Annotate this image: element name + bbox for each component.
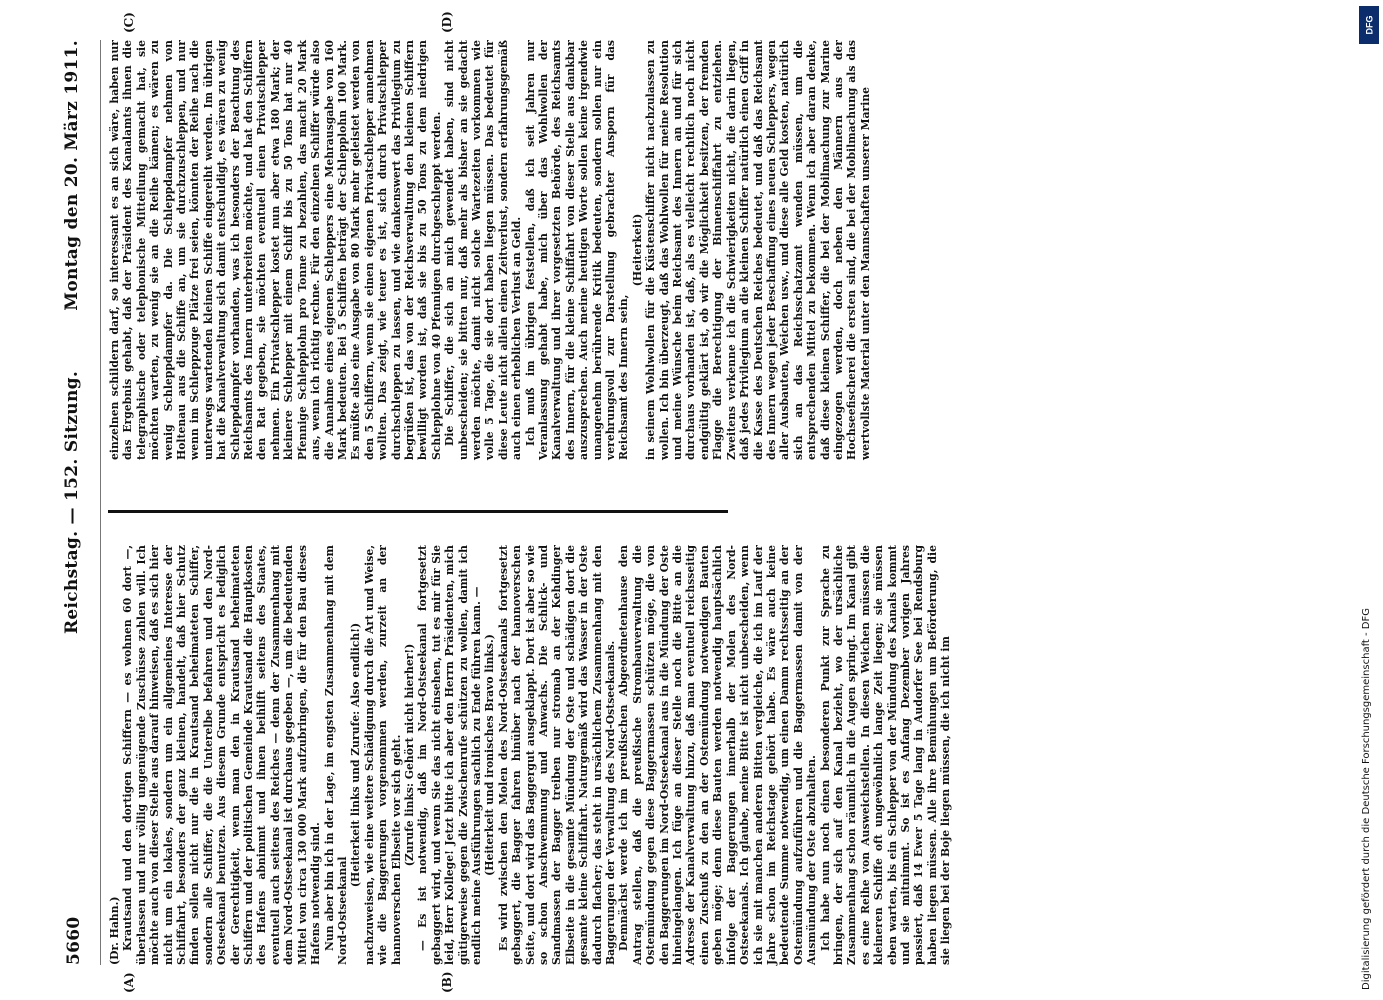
credit-text: Digitalisierung gefördert durch die Deutsche Forschungsgemeinschaft - DFG	[1361, 607, 1372, 990]
margin-letter-a: (A)	[122, 972, 136, 993]
column-divider	[108, 510, 728, 513]
interjection: (Zurufe links: Gehört nicht hierher!)	[402, 643, 416, 867]
interjection: (Heiterkeit)	[630, 213, 644, 287]
digitization-credit	[1359, 0, 1375, 1000]
paragraph: Ich habe nun noch einen besonderen Punkt zur Sprache zu bringen, der sich auf den Kanal bezieht, wo der ursächliche Zusammenhang schon räumlich in die Augen springt. Im Kanal gibt es eine Reihe von Ausweichstellen. In diesen Weichen müssen die kleineren Schiffe oft ungewöhnlich lange Zeit liegen; sie müssen eben warten, bis ein Schlepper von der Mündung des Kanals kommt und sie mitnimmt. So ist es Anfang Dezember vorigen Jahres passiert, daß 14 Ewer 5 Tage lang in Audorfer See bei Rendsburg haben liegen müssen. Alle ihre Bemühungen um Beförderung, die sie liegen bei der Boje liegen müssen, die ich nicht im	[818, 545, 953, 965]
paragraph: in seinem Wohlwollen für die Küstenschiffer nicht nachzulassen zu wollen. Ich bin überzeugt, daß das Wohlwollen für meine Resolution und meine Wünsche beim Reichsamt des Innern an und für sich durchaus vorhanden ist, daß, als es vielleicht rechtlich noch nicht endgültig geklärt ist, ob wir die Möglichkeit besitzen, der fremden Flagge die Berechtigung der Binnenschiffahrt zu entziehen. Zweitens verkenne ich die Schwierigkeiten nicht, die darin liegen, daß jedes Privilegium an die kleinen Schiffer natürlich einen Griff in die Kasse des Deutschen Reiches bedeutet, und daß das Reichsamt des Innern wegen jeder Beschaffung eines neuen Schleppers, wegen aller Ausbauten, Weichen usw., und diese alle Geld kosten, natürlich sich an das Reichsschatzamt wenden müssen, um die entsprechenden Mittel zu bekommen. Wenn ich aber daran denke, daß diese kleinen Schiffer, die bei der Mobilmachung zur Marine eingezogen werden, doch neben den Männern aus der Hochseefischerei die ersten sind, die bei der Mobilmachung als das wertvollste Material unter den Mannschaften unserer Marine	[644, 40, 872, 460]
paragraph: einzelnen schildern darf, so interessant es an sich wäre, haben nur das Ergebnis gehabt, daß der Präsident des Kanalamts ihnen die telegraphische oder telephonische Mitteilung gemacht hat, sie möchten warten, zu wenig sie an die Reihe kämen; es wären zu wenig Schleppdampfer da. Die Schleppdampfer nehmen von Holtenau aus die Schiffe an, um sie durchzuschleppen, und nur wenn im Schleppzuge Plätze frei seien, könnten der Reihe nach die unterwegs wartenden kleinen Schiffe eingereiht werden. Im übrigen hat die Kanalverwaltung sich damit entschuldigt, es wären zu wenig Schleppdampfer vorhanden, was ich besonders der Beachtung des Reichsamts des Innern unterbreiten möchte, und hat den Schiffern den Rat gegeben, sie möchten eventuell einen Privatschlepper nehmen. Ein Privatschlepper kostet nun aber etwa 180 Mark; der kleinere Schlepper mit einem Schiff bis zu 50 Tons hat nur 40 Pfennige Schlepplohn pro Tonne zu bezahlen, das macht 20 Mark aus, wenn ich richtig rechne. Für den einzelnen Schiffer würde also die Annahme eines eigenen Schleppers eine Mehrausgabe von 160 Mark bedeuten. Bei 5 Schiffen beträgt der Schlepplohn 100 Mark. Es müßte also eine Ausgabe von 80 Mark mehr geleistet werden von den 5 Schiffern, wenn sie einen eigenen Privatschlepper annehmen wollten. Das zeigt, wie teuer es ist, sich durch Privatschlepper durchschleppen zu lassen, und wie dankenswert das Privilegium zu begrüßen ist, das von der Reichsverwaltung den kleinen Schiffern bewilligt worden ist, daß sie bis zu 50 Tons zu dem niedrigen Schlepplohne von 40 Pfennigen durchgeschleppt werden.	[108, 40, 443, 460]
margin-letter-b: (B)	[440, 971, 454, 993]
margin-letter-c: (C)	[122, 12, 136, 33]
paragraph: — Es ist notwendig, daß im Nord-Ostseekanal fortgesetzt gebaggert wird, und wenn Sie das nicht einsehen, tut es mir für Sie leid, Herr Kollege! Jetzt bitte ich aber den Herrn Präsidenten, mich gütigerweise gegen die Zwischenrufe schützen zu wollen, damit ich endlich meine Ausführungen sachlich zu Ende führen kann. —	[416, 545, 483, 965]
interjection: (Heiterkeit links und Zurufe: Also endlich!)	[349, 622, 363, 888]
paragraph: nachzuweisen, wie eine weitere Schädigung durch die Art und Weise, wie die Baggerungen vorgenommen werden, zurzeit an der hannoverschen Elbseite vor sich geht.	[362, 545, 403, 965]
paragraph: Nun aber bin ich in der Lage, im engsten Zusammenhang mit dem Nord-Ostseekanal	[322, 545, 349, 965]
session-title: Reichstag. — 152. Sitzung.	[62, 370, 82, 635]
left-text-column	[108, 545, 953, 965]
right-text-column	[108, 40, 872, 460]
dfg-logo-text: DFG	[1364, 15, 1374, 35]
paragraph: Krautsand und den dortigen Schiffern — es wohnen 60 dort —, überlassen und nur völlig ungenügende Zuschüsse zahlen will. Ich möchte auch von dieser Stelle aus darauf hinweisen, daß es sich hier nicht um ein lokales, sondern um ein allgemeines Interesse der Schiffahrt, besonders der ganz kleinen, handelt, daß hier Schutz finden sollen nicht nur die in Krautsand beheimateten Schiffer, sondern alle Schiffer, die die Unterelbe befahren und den Nord-Ostseekanal benutzen. Aus diesem Grunde entspricht es lediglich der Gerechtigkeit, wenn man den in Krautsand beheimateten Schiffern und der politischen Gemeinde Krautsand die Hauptkosten des Hafens abnimmt und ihnen beihilft seitens des Staates, eventuell auch seitens des Reiches — denn der Zusammenhang mit dem Nord-Ostseekanal ist durchaus gegeben —, um die bedeutenden Mittel von circa 130 000 Mark aufzubringen, die für den Bau dieses Hafens notwendig sind.	[121, 545, 323, 965]
dfg-logo	[1359, 6, 1379, 44]
session-date: Montag den 20. März 1911.	[62, 40, 82, 311]
paragraph: Es wird zwischen den Molen des Nord-Ostseekanals fortgesetzt gebaggert, die Bagger fahren hinüber nach der hannoverschen Seite, und dort wird das Baggergut ausgeklappt. Dort ist aber so wie so schon Anschwemmung und Anwachs. Die Schlick- und Sandmassen der Bagger treiben nur stromab an der Kehdinger Elbseite in die gesamte Mündung der Oste und schädigen dort die gesamte kleine Schiffahrt. Naturgemäß wird das Wasser in der Oste dadurch flacher; das steht in ursächlichem Zusammenhang mit den Baggerungen der Verwaltung des Nord-Ostseekanals.	[496, 545, 618, 965]
header-rule	[100, 40, 101, 965]
rotated-page-content	[60, 11, 1340, 993]
margin-letter-d: (D)	[440, 11, 454, 33]
paragraph: Demnächst werde ich im preußischen Abgeordnetenhause den Antrag stellen, daß die preußische Strombauverwaltung die Ostemündung gegen diese Baggermassen schützen möge, die von den Baggerungen im Nord-Ostseekanal aus in die Mündung der Oste hineingelangen. Ich füge an dieser Stelle noch die Bitte an die Adresse der Kanalverwaltung hinzu, daß man eventuell reichsseitig einen Zuschuß zu den an der Ostemündung notwendigen Bauten geben möge; denn diese Bauten werden notwendig hauptsächlich infolge der Baggerungen innerhalb der Molen des Nord-Ostseekanals. Ich glaube, meine Bitte ist nicht unbescheiden, wenn ich sie mit manchen anderen Bitten vergleiche, die ich im Lauf der Jahre schon im Reichstage gehört habe. Es wäre auch keine bedeutende Summe notwendig, um einen Damm rechtsseitig an der Ostemündung aufzuführen und die Baggermassen damit von der Ausmündung der Oste abzuhalten.	[617, 545, 819, 965]
page-header	[60, 40, 100, 965]
paragraph: Die Schiffer, die sich an mich gewendet haben, sind nicht unbescheiden; sie bitten nur, daß mehr als bisher an sie gedacht werden möchte, damit nicht solche Wartezeiten vorkommen wie volle 5 Tage, die sie dort haben liegen müssen. Das bedeutet für diese Leute nicht allein einen Zeitverlust, sondern erfahrungsgemäß auch einen erheblichen Verlust an Geld.	[443, 40, 524, 460]
page-number: 5660	[64, 916, 84, 965]
interjection: (Heiterkeit und ironisches Bravo links.)	[483, 634, 497, 876]
speaker-label: (Dr. Hahn.)	[108, 896, 121, 965]
paragraph: Ich muß im übrigen feststellen, daß ich seit Jahren nur Veranlassung gehabt habe, mich über das Wohlwollen der Kanalverwaltung und ihrer vorgesetzten Behörde, des Reichsamts des Innern, für die kleine Schiffahrt von dieser Stelle aus dankbar auszusprechen. Auch meine heutigen Worte sollen keine irgendwie unangenehm berührende Kritik bedeuten, sondern sollen nur ein verehrungsvoll zur Darstellung gebrachter Ansporn für das Reichsamt des Innern sein,	[523, 40, 631, 460]
